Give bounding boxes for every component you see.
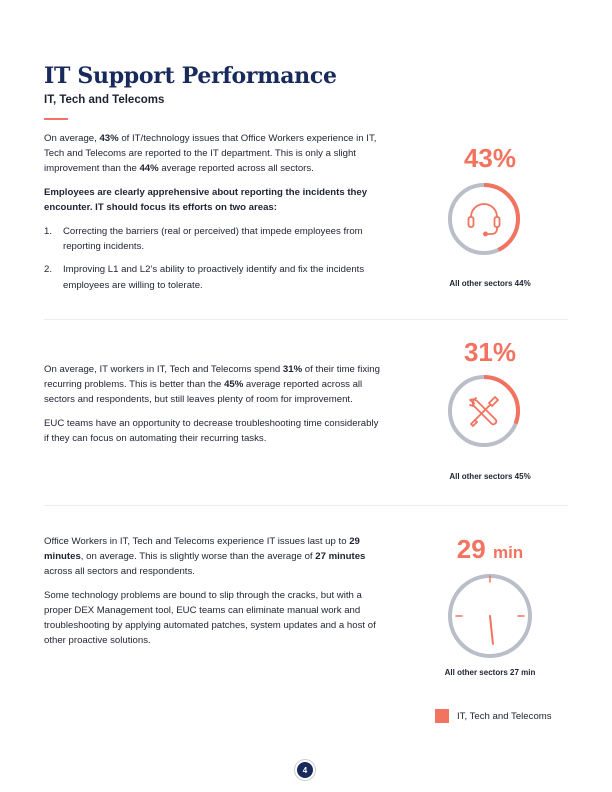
- section-divider: [44, 505, 568, 506]
- stat-value-recurring: 31%: [463, 337, 517, 367]
- stat-value-duration-number: 29: [456, 534, 486, 564]
- section-recurring-paragraph: On average, IT workers in IT, Tech and Telecoms spend 31% of their time fixing recurring problems. This is better than the 45% average reported across all sectors and respondents, but still leaves plenty of room for improvement.: [44, 364, 380, 406]
- list-item: 1. Correcting the barriers (real or perceived) that impede employees from reporting incidents.: [44, 226, 363, 253]
- focus-areas-list: [44, 224, 384, 293]
- legend: [435, 709, 552, 723]
- headset-icon: [469, 204, 500, 236]
- accent-rule: [44, 118, 68, 120]
- page-subtitle: IT, Tech and Telecoms: [44, 94, 165, 106]
- stat-value-reporting: 43%: [463, 143, 517, 173]
- stat-caption-duration: All other sectors 27 min: [444, 668, 536, 677]
- legend-label: IT, Tech and Telecoms: [457, 710, 552, 722]
- section-divider: [44, 319, 568, 320]
- stat-caption-reporting: All other sectors 44%: [449, 279, 531, 288]
- wrench-screwdriver-icon: [470, 397, 498, 426]
- gauge-reporting: [446, 181, 522, 257]
- clock-gauge: [446, 572, 534, 660]
- section-duration-paragraph: Office Workers in IT, Tech and Telecoms experience IT issues last up to 29 minutes, on average. This is slightly worse than the average of 27 minutes across all sectors and respondents.: [44, 536, 366, 578]
- legend-swatch: [435, 709, 449, 723]
- stat-value-duration: [430, 534, 550, 565]
- stat-caption-recurring: All other sectors 45%: [449, 472, 531, 481]
- section-recurring-paragraph-2: EUC teams have an opportunity to decrease troubleshooting time considerably if they can focus on automating their recurring tasks.: [44, 417, 379, 444]
- page-title: IT Support Performance: [44, 63, 337, 89]
- section-reporting-lead: Employees are clearly apprehensive about reporting the incidents they encounter. IT should focus its efforts on two areas:: [44, 186, 368, 213]
- stat-value-duration-unit: min: [492, 543, 524, 562]
- section-duration-paragraph-2: Some technology problems are bound to slip through the cracks, but with a proper DEX Management tool, EUC teams can eliminate manual work and troubleshooting by applying automated patches, system updates and a host of other proactive solutions.: [44, 589, 376, 647]
- page-number: 4: [297, 762, 313, 778]
- section-reporting-paragraph: On average, 43% of IT/technology issues that Office Workers experience in IT, Tech and Telecoms are reported to the IT department. This is only a slight improvement than the 44% average reported across all sectors.: [44, 133, 377, 175]
- section-recurring: [44, 362, 384, 454]
- clock-hand: [490, 616, 493, 644]
- gauge-recurring: [446, 373, 522, 449]
- section-reporting: [44, 131, 384, 301]
- list-item: 2. Improving L1 and L2’s ability to proactively identify and fix the incidents employees are willing to tolerate.: [44, 264, 365, 291]
- section-duration: [44, 534, 384, 656]
